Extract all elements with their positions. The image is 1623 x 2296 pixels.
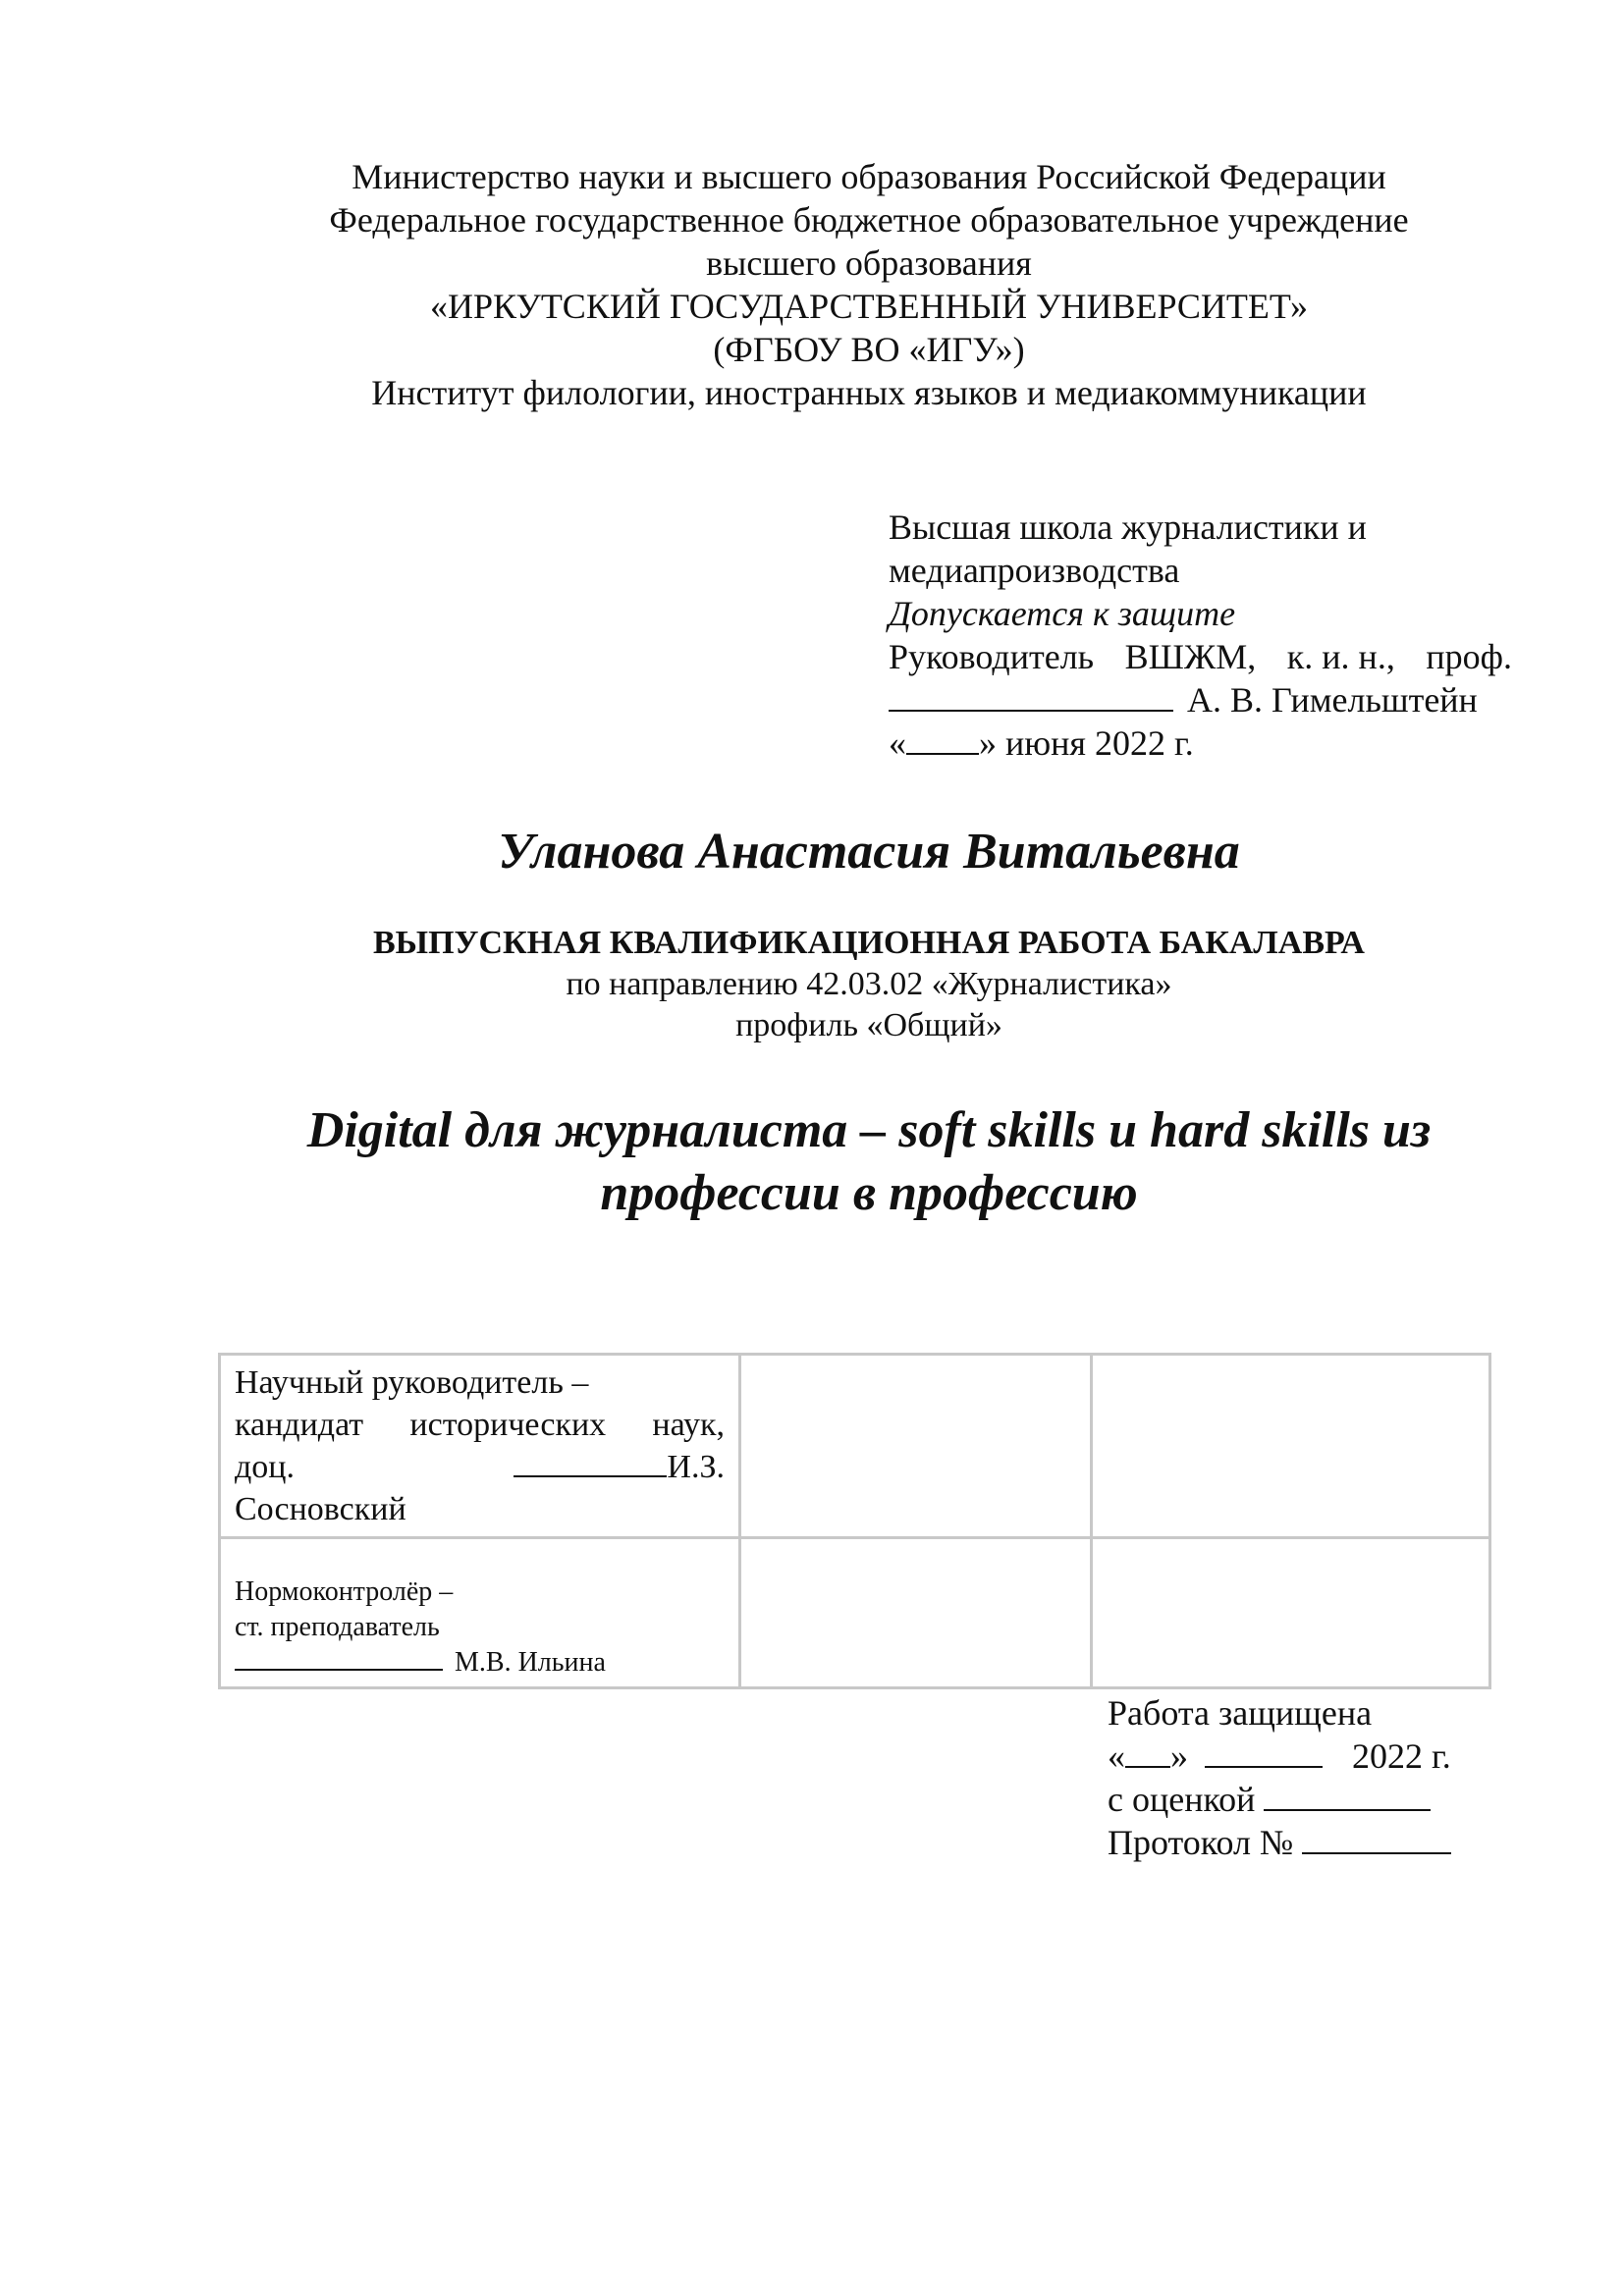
- normcontrol-signature-line: [235, 1645, 725, 1681]
- institute-line: Институт филологии, иностранных языков и медиакоммуникации: [371, 373, 1367, 412]
- approval-date-line: [889, 721, 1517, 765]
- university-name-line: «ИРКУТСКИЙ ГОСУДАРСТВЕННЫЙ УНИВЕРСИТЕТ»: [430, 287, 1308, 326]
- protocol-line: [1108, 1821, 1520, 1864]
- normcontrol-position: ст. преподаватель: [235, 1612, 440, 1642]
- signature-blank: [889, 680, 1173, 712]
- head-signature-line: [889, 678, 1517, 721]
- ministry-line: Министерство науки и высшего образования Российской Федерации: [352, 157, 1386, 196]
- supervisor-rank: доц.: [235, 1449, 295, 1485]
- head-title-word1: Руководитель: [889, 637, 1095, 676]
- defended-line: Работа защищена: [1108, 1693, 1373, 1733]
- supervisor-degree: [235, 1404, 725, 1446]
- normcontrol-cell: [220, 1538, 740, 1688]
- supervisor-signature-line: [235, 1446, 725, 1488]
- head-title-word2: ВШЖМ,: [1124, 637, 1257, 676]
- day-blank: [1125, 1736, 1170, 1768]
- degree-word3: наук,: [652, 1407, 725, 1443]
- date-cell: [1092, 1538, 1490, 1688]
- signature-blank: [235, 1647, 443, 1671]
- education-level-line: высшего образования: [706, 243, 1032, 283]
- degree-word2: исторических: [409, 1407, 607, 1443]
- university-abbr-line: (ФГБОУ ВО «ИГУ»): [713, 330, 1025, 369]
- grade-blank: [1264, 1780, 1431, 1811]
- school-name-line2: медиапроизводства: [889, 551, 1180, 590]
- date-rest: » июня 2022 г.: [979, 723, 1194, 763]
- normcontrol-role: Нормоконтролёр –: [235, 1576, 454, 1607]
- signature-blank: [514, 1450, 667, 1477]
- date-close-quote: »: [1170, 1736, 1188, 1776]
- thesis-title-line2: профессии в профессию: [600, 1165, 1138, 1221]
- supervisor-surname: Сосновский: [235, 1491, 406, 1527]
- signature-cell: [740, 1355, 1092, 1538]
- grade-line: [1108, 1778, 1520, 1821]
- approval-block: [889, 506, 1517, 765]
- work-type: ВЫПУСКНАЯ КВАЛИФИКАЦИОННАЯ РАБОТА БАКАЛАВРА: [373, 925, 1365, 961]
- grade-label: с оценкой: [1108, 1780, 1256, 1819]
- institution-type-line: Федеральное государственное бюджетное образовательное учреждение: [329, 200, 1409, 240]
- admitted-to-defense: Допускается к защите: [889, 594, 1236, 633]
- head-title-word4: проф.: [1426, 637, 1512, 676]
- school-name-line1: Высшая школа журналистики и: [889, 507, 1367, 547]
- day-blank: [906, 723, 979, 755]
- student-name: Уланова Анастасия Витальевна: [498, 824, 1240, 880]
- study-profile: профиль «Общий»: [735, 1007, 1002, 1043]
- work-type-block: [0, 923, 1623, 1046]
- protocol-label: Протокол №: [1108, 1823, 1294, 1862]
- table-row: [220, 1355, 1490, 1538]
- head-title-line: [889, 635, 1512, 678]
- institution-header: [245, 155, 1492, 414]
- supervisor-sign-group: [514, 1446, 725, 1488]
- table-row: [220, 1538, 1490, 1688]
- month-blank: [1205, 1736, 1323, 1768]
- thesis-title: [236, 1099, 1502, 1225]
- protocol-blank: [1302, 1823, 1451, 1854]
- study-direction: по направлению 42.03.02 «Журналистика»: [566, 966, 1172, 1002]
- supervisor-cell: [220, 1355, 740, 1538]
- supervisor-role: Научный руководитель –: [235, 1364, 589, 1401]
- thesis-title-line1: Digital для журналиста – soft skills и hard skills из: [306, 1102, 1432, 1158]
- head-title-word3: к. и. н.,: [1286, 637, 1395, 676]
- supervisor-initials: И.З.: [667, 1449, 725, 1485]
- normcontrol-name: М.В. Ильина: [455, 1647, 606, 1678]
- head-name: А. В. Гимельштейн: [1187, 680, 1478, 720]
- date-open-quote: «: [889, 723, 906, 763]
- defense-block: [1108, 1691, 1520, 1864]
- defense-year: 2022 г.: [1352, 1736, 1451, 1776]
- signature-table: [218, 1353, 1491, 1689]
- date-cell: [1092, 1355, 1490, 1538]
- defense-date-line: [1108, 1735, 1520, 1778]
- date-open-quote: «: [1108, 1736, 1125, 1776]
- degree-word1: кандидат: [235, 1407, 364, 1443]
- signature-cell: [740, 1538, 1092, 1688]
